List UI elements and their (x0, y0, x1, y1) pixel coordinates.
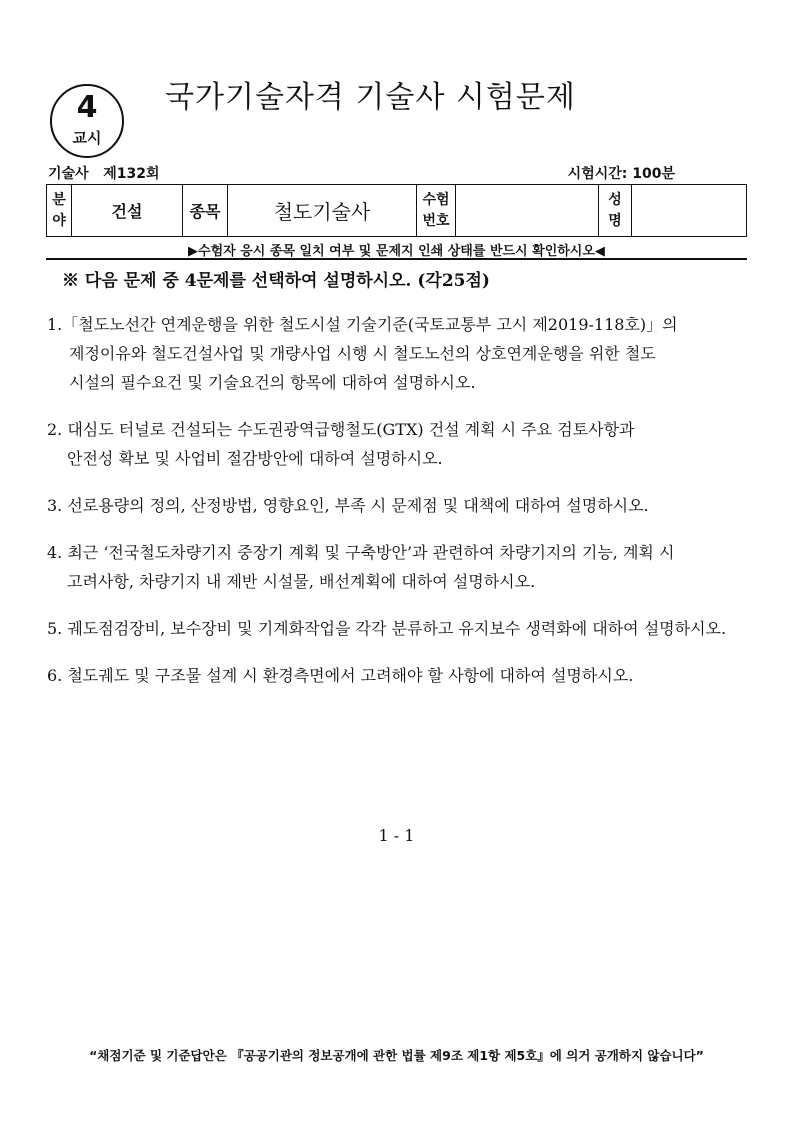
footer-note: “채점기준 및 기준답안은 『공공기관의 정보공개에 관한 법률 제9조 제1항 제5호』에 의거 공개하지 않습니다” (89, 1048, 704, 1063)
field-label-top: 분 (52, 191, 66, 208)
question-line: 6. 철도궤도 및 구조물 설계 시 환경측면에서 고려해야 할 사항에 대하여 설명하시오. (47, 666, 634, 685)
exam-info-table (46, 184, 747, 237)
question-line: 안전성 확보 및 사업비 절감방안에 대하여 설명하시오. (67, 449, 443, 468)
examnum-label-bottom: 번호 (422, 212, 450, 229)
period-number: 4 (76, 90, 98, 125)
examnum-label-cell (417, 185, 456, 237)
question-line: 시설의 필수요건 및 기술요건의 항목에 대하여 설명하시오. (69, 373, 476, 392)
question-6 (40, 661, 752, 690)
question-line: 1.「철도노선간 연계운행을 위한 철도시설 기술기준(국토교통부 고시 제2019-118호)」의 (47, 315, 678, 334)
question-line: 2. 대심도 터널로 건설되는 수도권광역급행철도(GTX) 건설 계획 시 주요 검토사항과 (47, 420, 635, 439)
page-number: 1 - 1 (378, 826, 415, 845)
name-label-cell (599, 185, 632, 237)
instruction: ※ 다음 문제 중 4문제를 선택하여 설명하시오. (각25점) (62, 271, 490, 291)
category-label: 종목 (183, 185, 228, 237)
name-label-top: 성 (608, 191, 622, 208)
question-3 (40, 491, 752, 520)
examnum-label-top: 수험 (422, 191, 450, 208)
exam-time: 시험시간: 100분 (567, 166, 675, 182)
question-list (40, 310, 752, 690)
question-5 (40, 614, 752, 643)
field-label-cell (47, 185, 72, 237)
notice-banner: ▶수험자 응시 종목 일치 여부 및 문제지 인쇄 상태를 반드시 확인하시오◀ (188, 244, 605, 259)
examnum-value[interactable] (456, 185, 599, 237)
question-line: 4. 최근 ‘전국철도차량기지 중장기 계획 및 구축방안’과 관련하여 차량기지의 기능, 계획 시 (47, 543, 675, 562)
question-line: 3. 선로용량의 정의, 산정방법, 영향요인, 부족 시 문제점 및 대책에 대하여 설명하시오. (47, 496, 649, 515)
name-value[interactable] (632, 185, 747, 237)
page-title: 국가기술자격 기술사 시험문제 (165, 80, 576, 115)
period-label: 교시 (72, 129, 102, 147)
question-line: 제정이유와 철도건설사업 및 개량사업 시행 시 철도노선의 상호연계운행을 위한 철도 (69, 344, 656, 363)
divider (46, 258, 747, 260)
exam-round: 기술사 제132회 (48, 166, 160, 182)
field-label-bottom: 야 (52, 212, 66, 229)
question-line: 5. 궤도점검장비, 보수장비 및 기계화작업을 각각 분류하고 유지보수 생력화에 대하여 설명하시오. (47, 619, 727, 638)
name-label-bottom: 명 (608, 212, 622, 229)
question-2 (40, 415, 752, 473)
period-badge (50, 84, 124, 158)
question-4 (40, 538, 752, 596)
category-value: 철도기술사 (228, 185, 417, 237)
exam-info-row (48, 163, 745, 183)
field-value: 건설 (72, 185, 183, 237)
question-line: 고려사항, 차량기지 내 제반 시설물, 배선계획에 대하여 설명하시오. (67, 572, 536, 591)
question-1 (40, 310, 752, 397)
